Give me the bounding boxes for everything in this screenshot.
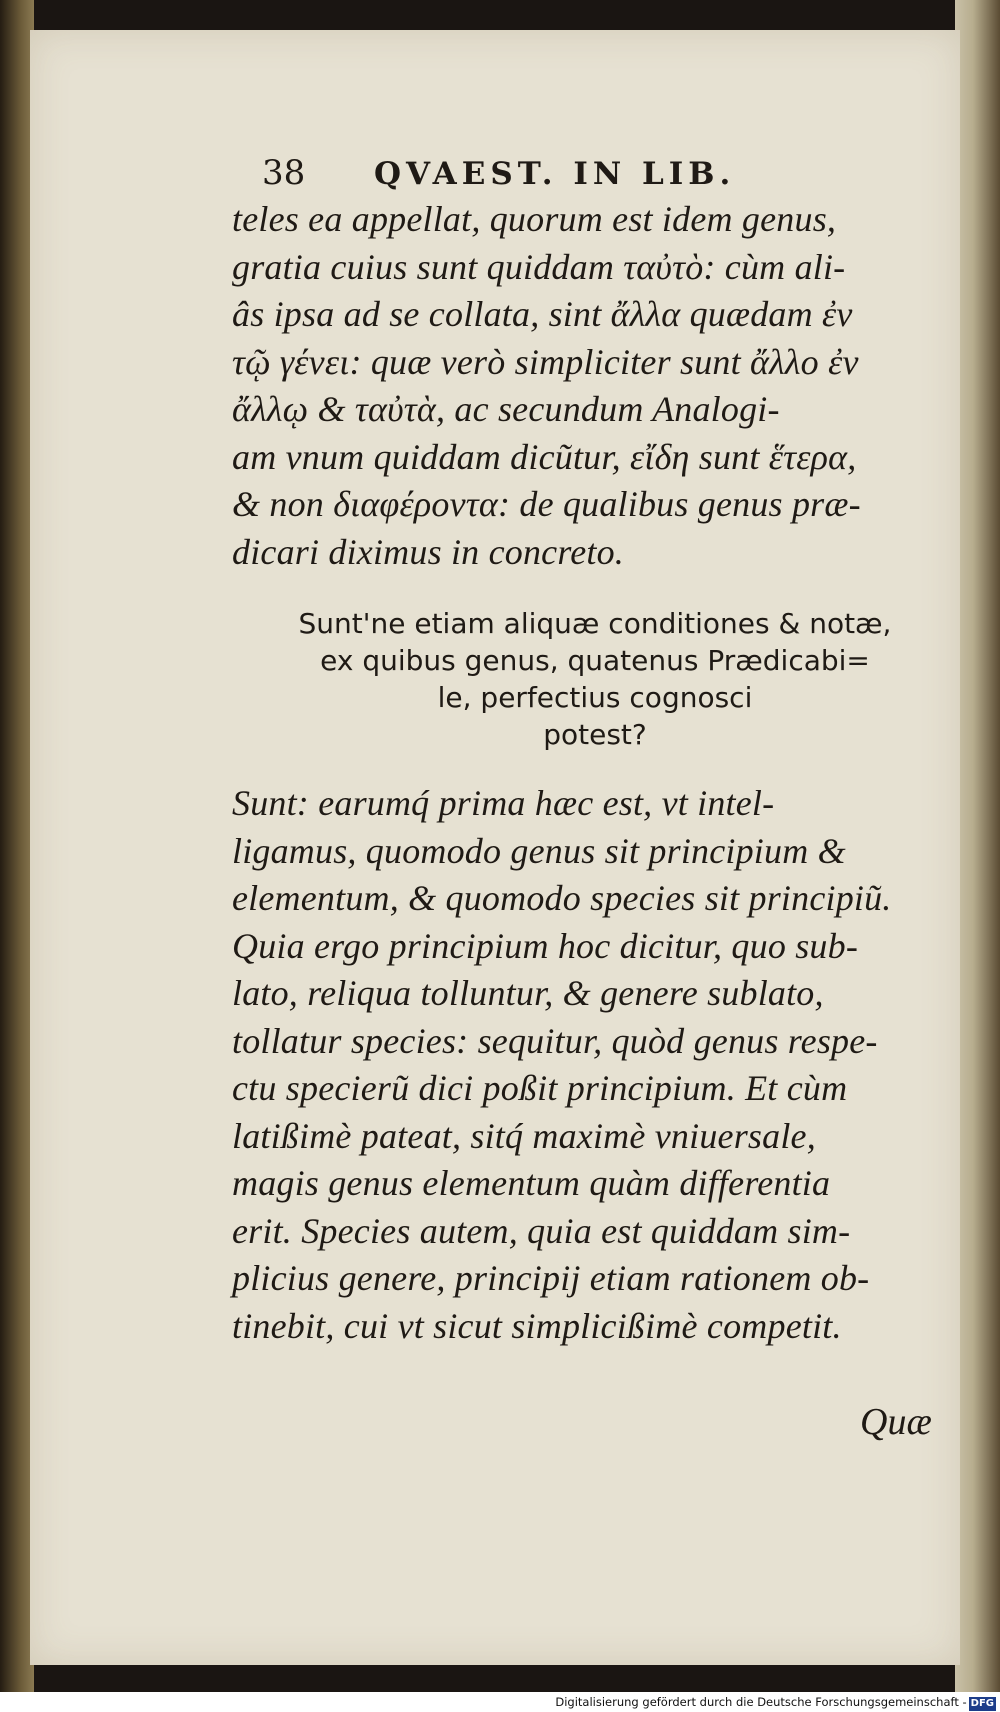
text-line: Sunt'ne etiam aliquæ conditiones & notæ, — [298, 607, 892, 640]
text-line: am vnum quiddam dicũtur, εἴδη sunt ἕτερα, — [232, 436, 857, 477]
running-header — [262, 153, 962, 193]
text-line: teles ea appellat, quorum est idem genus, — [232, 199, 837, 239]
text-line: dicari diximus in concreto. — [232, 531, 624, 572]
book-spine-edge — [0, 0, 34, 1700]
running-title: QVAEST. IN LIB. — [374, 156, 736, 192]
text-line: tollatur species: sequitur, quòd genus respe- — [232, 1020, 878, 1061]
text-line: ligamus, quomodo genus sit principium & — [232, 830, 846, 871]
text-line: gratia cuius sunt quiddam ταὐτὸ: cùm ali- — [232, 246, 846, 287]
text-line: & non διαφέροντα: de qualibus genus præ- — [232, 484, 861, 524]
text-line: plicius genere, principij etiam rationem ob- — [232, 1258, 870, 1298]
text-line: potest? — [543, 718, 647, 751]
text-line: tinebit, cui vt sicut simplicißimè competit. — [232, 1305, 842, 1346]
text-line: Sunt: earumq́ prima hæc est, vt intel- — [232, 783, 775, 823]
text-line: ctu specierũ dici poßit principium. Et cùm — [232, 1068, 848, 1108]
footer-text: Digitalisierung gefördert durch die Deutsche Forschungsgemeinschaft - — [555, 1695, 967, 1709]
text-line: Quia ergo principium hoc dicitur, quo sub- — [232, 925, 859, 966]
catchword: Quæ — [860, 1401, 932, 1443]
text-line: âs ipsa ad se collata, sint ἄλλα quædam ἐν — [232, 294, 853, 334]
text-line: lato, reliqua tolluntur, & genere sublato, — [232, 973, 824, 1013]
text-line: ἄλλῳ & ταὐτὰ, ac secundum Analogi- — [232, 389, 780, 429]
text-line: ex quibus genus, quatenus Prædicabi= — [320, 644, 870, 677]
book-fore-edge — [955, 0, 1000, 1700]
text-line: magis genus elementum quàm differentia — [232, 1163, 831, 1203]
digitization-footer — [0, 1692, 1000, 1712]
text-line: erit. Species autem, quia est quiddam sim- — [232, 1210, 851, 1251]
text-line: latißimè pateat, sitq́ maximè vniuersale, — [232, 1115, 816, 1156]
text-line: elementum, & quomodo species sit principiũ. — [232, 878, 892, 918]
text-line: le, perfectius cognosci — [437, 681, 753, 714]
text-line: τῷ γένει: quæ verò simpliciter sunt ἄλλο ἐν — [232, 341, 859, 382]
page-number: 38 — [262, 153, 306, 193]
dfg-logo: DFG — [970, 1698, 994, 1709]
